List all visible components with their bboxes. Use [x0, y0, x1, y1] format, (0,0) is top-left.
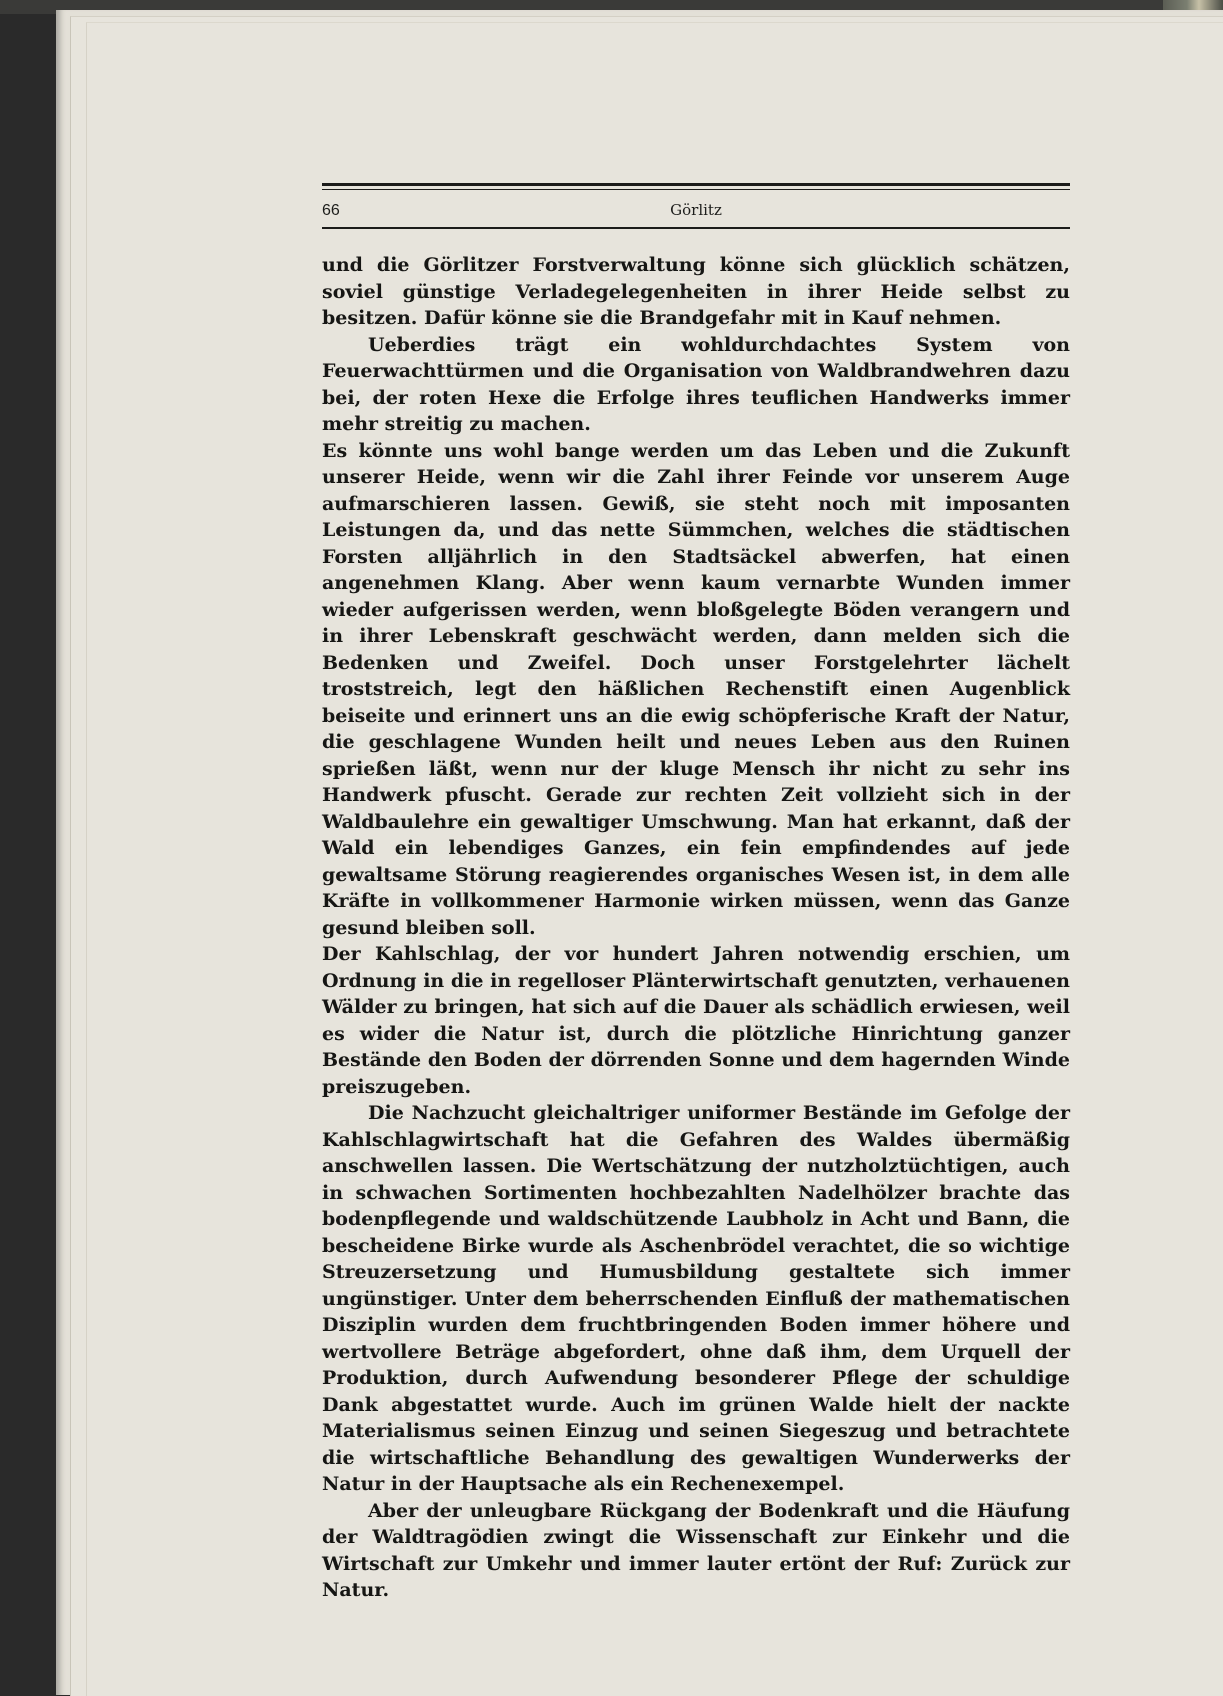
header-rule-thin — [322, 189, 1070, 190]
page-number: 66 — [322, 202, 340, 219]
body-text — [322, 252, 1070, 1604]
header-rule-bottom — [322, 227, 1070, 229]
paragraph: Aber der unleugbare Rückgang der Bodenkraft und die Häufung der Waldtragödien zwingt die Wissenschaft zur Einkehr und die Wirtschaft zur Umkehr und immer lauter ertönt der Ruf: Zurück zur Natur. — [322, 1499, 1070, 1601]
paragraph: Der Kahlschlag, der vor hundert Jahren notwendig erschien, um Ordnung in die in regelloser Plänterwirtschaft genutzten, verhauenen Wälder zu bringen, hat sich auf die Dauer als schädlich erwiesen, weil es wider die Natur ist, durch die plötzliche Hinrichtung ganzer Bestände den Boden der dörrenden Sonne und dem hagernden Winde preiszugeben. — [322, 943, 1070, 1098]
page-header — [322, 183, 1070, 229]
paragraph: Es könnte uns wohl bange werden um das Leben und die Zukunft unserer Heide, wenn wir die Zahl ihrer Feinde vor unserem Auge aufmarschieren lassen. Gewiß, sie steht noch mit imposanten Leistungen da, und das nette Sümmchen, welches die städtischen Forsten alljährlich in den Stadtsäckel abwerfen, hat einen angenehmen Klang. Aber wenn kaum vernarbte Wunden immer wieder aufgerissen werden, wenn bloßgelegte Böden verangern und in ihrer Lebenskraft geschwächt werden, dann melden sich die Bedenken und Zweifel. Doch unser Forstgelehrter lächelt troststreich, legt den häßlichen Rechenstift einen Augenblick beiseite und erinnert uns an die ewig schöpferische Kraft der Natur, die geschlagene Wunden heilt und neues Leben aus den Ruinen sprießen läßt, wenn nur der kluge Mensch ihr nicht zu sehr ins Handwerk pfuscht. Gerade zur rechten Zeit vollzieht sich in der Waldbaulehre ein gewaltiger Umschwung. Man hat erkannt, daß der Wald ein lebendiges Ganzes, ein fein empfindendes auf jede gewaltsame Störung reagierendes organisches Wesen ist, in dem alle Kräfte in vollkommener Harmonie wirken müssen, wenn das Ganze gesund bleiben soll. — [322, 439, 1070, 939]
header-rule-thick — [322, 183, 1070, 186]
paragraph: Die Nachzucht gleichaltriger uniformer Bestände im Gefolge der Kahlschlagwirtschaft hat die Gefahren des Waldes übermäßig anschwellen lassen. Die Wertschätzung der nutzholztüchtigen, auch in schwachen Sortimenten hochbezahlten Nadelhölzer brachte das bodenpflegende und waldschützende Laubholz in Acht und Bann, die bescheidene Birke wurde als Aschenbrödel verachtet, die so wichtige Streuzersetzung und Humusbildung gestaltete sich immer ungünstiger. Unter dem beherrschenden Einfluß der mathematischen Disziplin wurden dem fruchtbringenden Boden immer höhere und wertvollere Beträge abgefordert, ohne daß ihm, dem Urquell der Produktion, durch Aufwendung besonderer Pflege der schuldige Dank abgestattet wurde. Auch im grünen Walde hielt der nackte Materialismus seinen Einzug und seinen Siegeszug und betrachtete die wirtschaftliche Behandlung des gewaltigen Wunderwerks der Natur in der Hauptsache als ein Rechenexempel. — [322, 1102, 1070, 1495]
paragraph: und die Görlitzer Forstverwaltung könne sich glücklich schätzen, soviel günstige Verladegelegenheiten in ihrer Heide selbst zu besitzen. Dafür könne sie die Brandgefahr mit in Kauf nehmen. — [322, 254, 1070, 329]
running-title: Görlitz — [670, 201, 722, 219]
paragraph: Ueberdies trägt ein wohldurchdachtes System von Feuerwachttürmen und die Organisation von Waldbrandwehren dazu bei, der roten Hexe die Erfolge ihres teuflichen Handwerks immer mehr streitig zu machen. — [322, 333, 1070, 435]
